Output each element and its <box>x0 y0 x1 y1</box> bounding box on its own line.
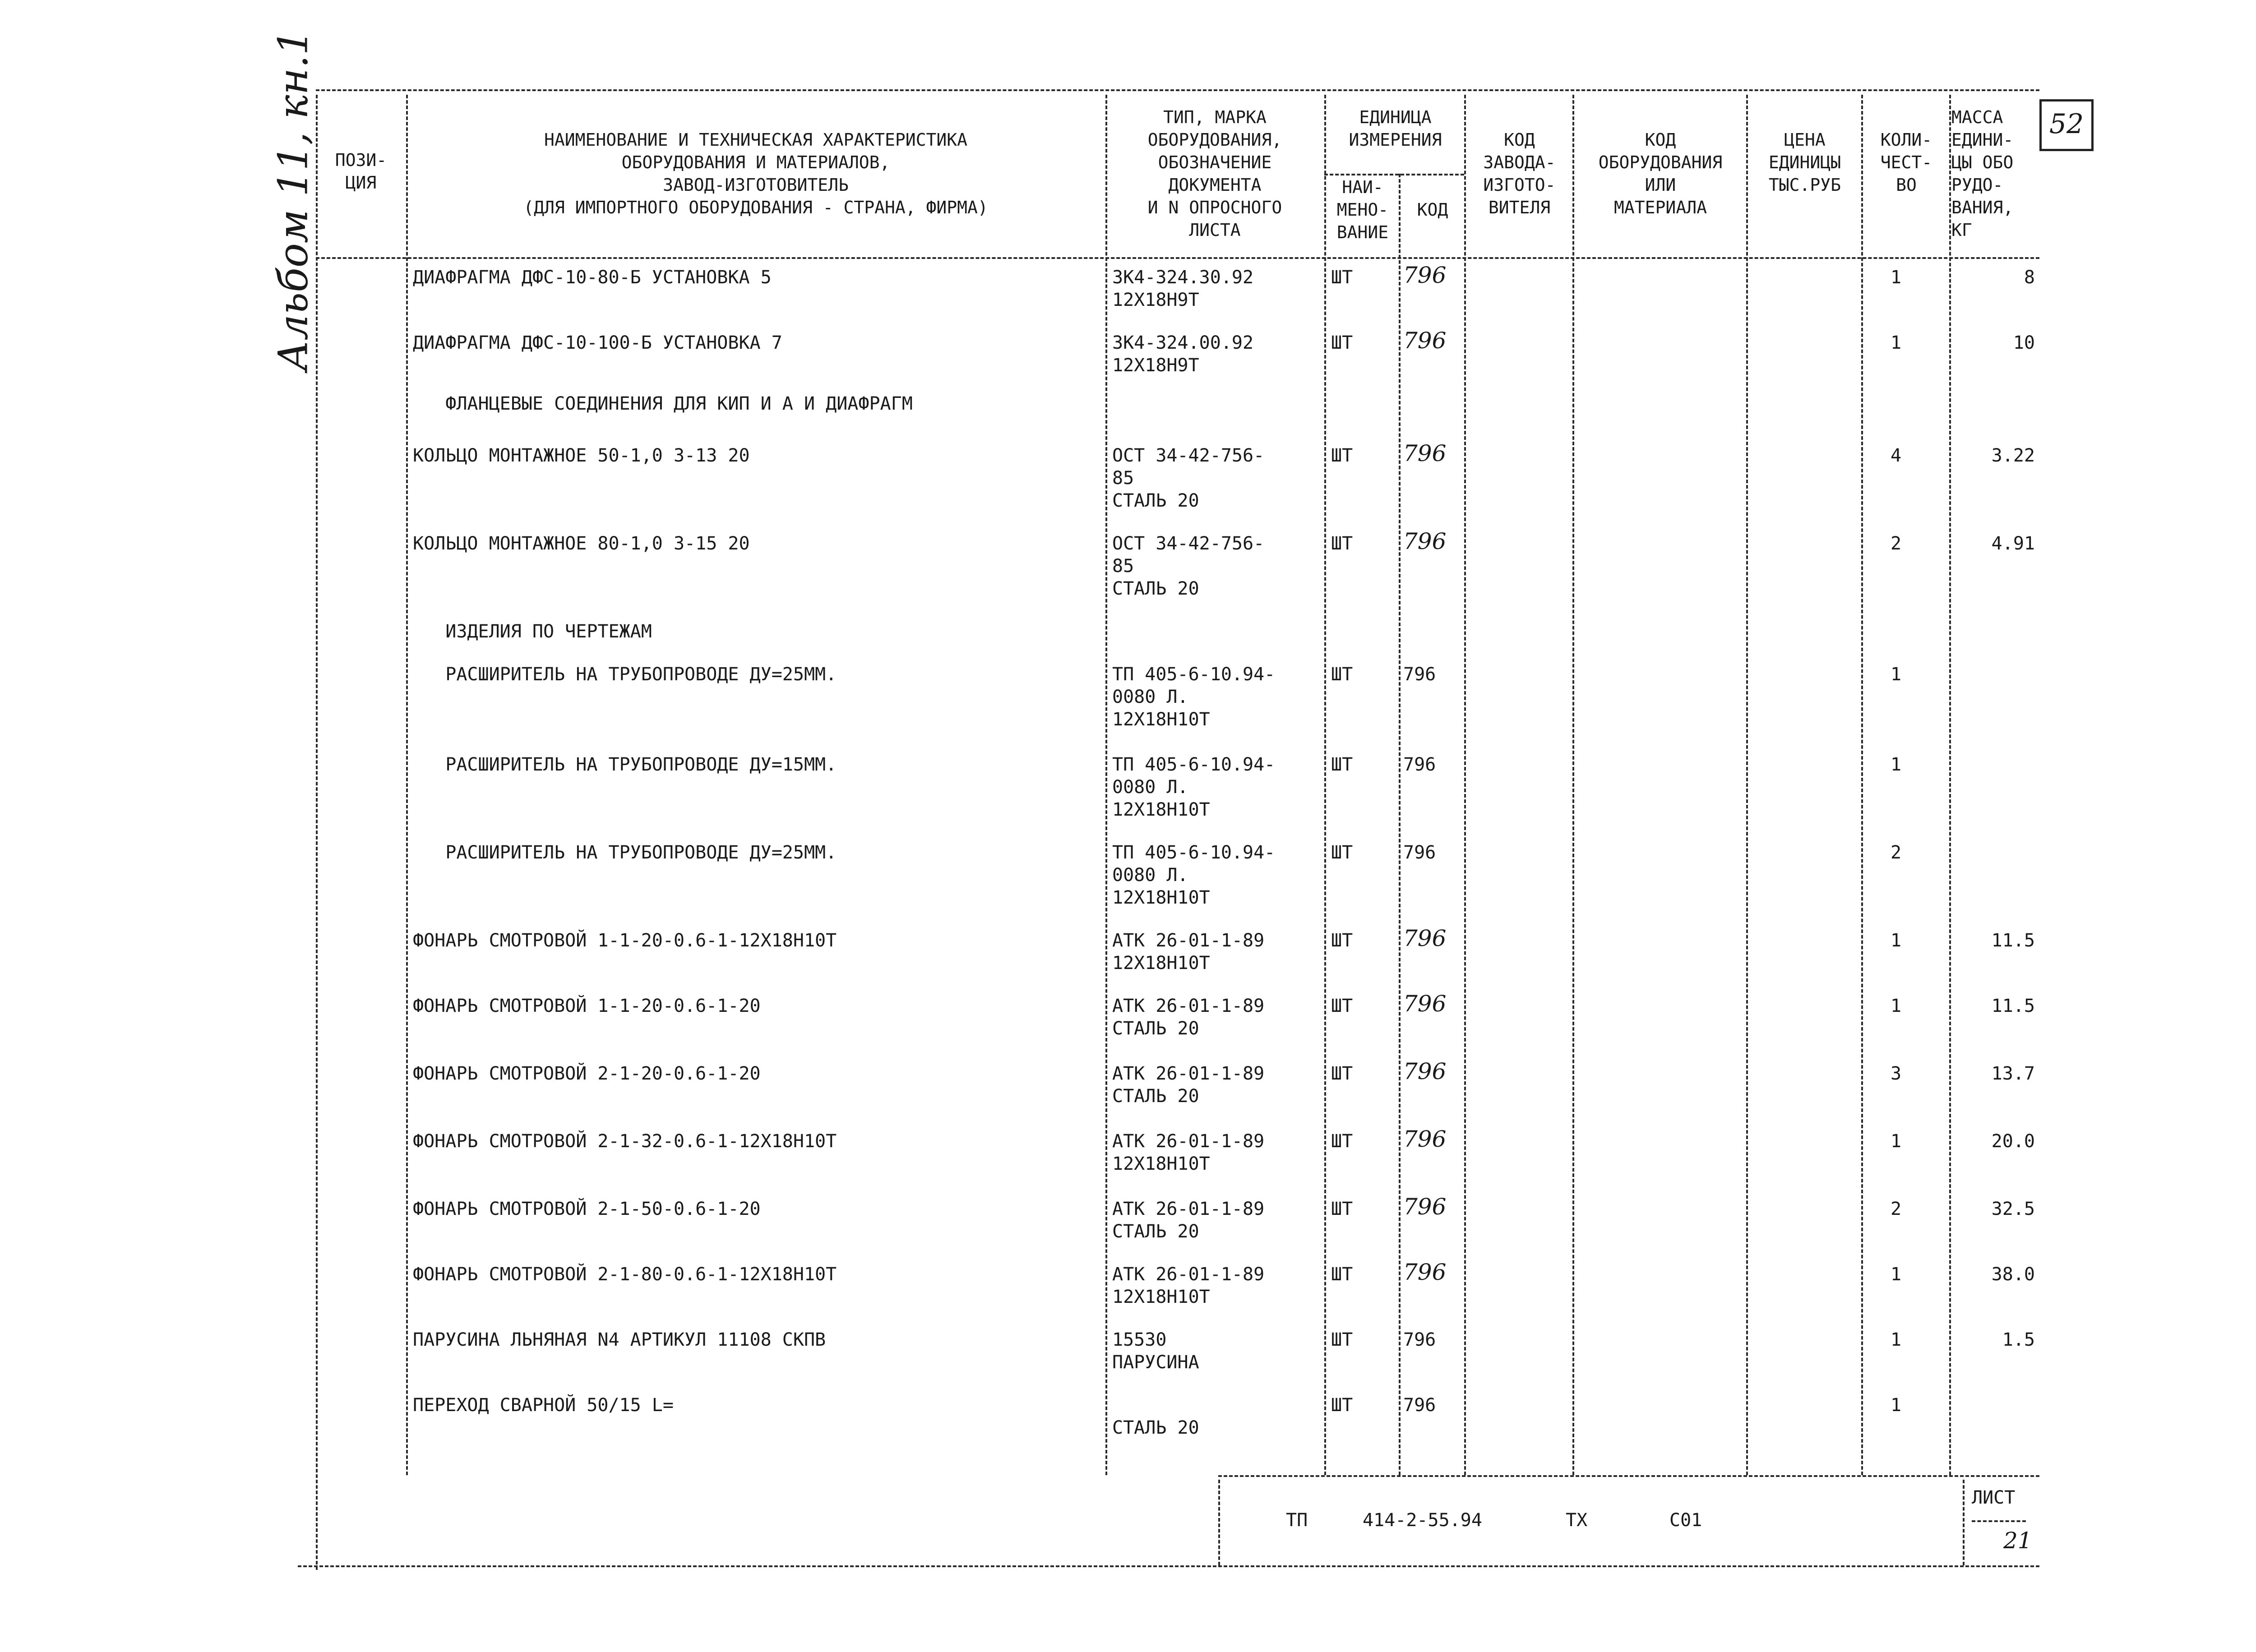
row-qty: 1 <box>1891 1131 1902 1152</box>
row-mass: 20.0 <box>1991 1131 2035 1152</box>
row-qty: 2 <box>1891 533 1902 554</box>
row-code: 796 <box>1403 664 1436 685</box>
row-type: 15530 ПАРУСИНА <box>1112 1329 1199 1373</box>
col-line-2 <box>1105 95 1107 1475</box>
row-name: ИЗДЕЛИЯ ПО ЧЕРТЕЖАМ <box>413 621 652 642</box>
album-note: Альбом 11, кн.1 <box>269 29 317 371</box>
row-name: ФОНАРЬ СМОТРОВОЙ 2-1-32-0.6-1-12Х18Н10Т <box>413 1131 837 1152</box>
row-mass: 13.7 <box>1991 1063 2035 1084</box>
header-equipment-code: КОД ОБОРУДОВАНИЯ ИЛИ МАТЕРИАЛА <box>1598 130 1723 217</box>
row-mass: 3.22 <box>1991 445 2035 466</box>
row-qty: 2 <box>1891 1199 1902 1219</box>
row-type: АТК 26-01-1-89 12Х18Н10Т <box>1112 1131 1265 1174</box>
row-type: ТП 405-6-10.94- 0080 Л. 12Х18Н10Т <box>1112 842 1276 908</box>
row-code: 796 <box>1403 1329 1436 1350</box>
row-unit: ШТ <box>1331 1329 1353 1350</box>
row-unit: ШТ <box>1331 996 1353 1016</box>
row-type: АТК 26-01-1-89 СТАЛЬ 20 <box>1112 996 1265 1039</box>
row-qty: 1 <box>1891 267 1902 288</box>
row-code: 796 <box>1403 1058 1447 1084</box>
row-code: 796 <box>1403 1259 1447 1285</box>
row-unit: ШТ <box>1331 1264 1353 1285</box>
row-name: РАСШИРИТЕЛЬ НА ТРУБОПРОВОДЕ ДУ=25ММ. <box>413 842 837 863</box>
row-qty: 1 <box>1891 1329 1902 1350</box>
row-unit: ШТ <box>1331 533 1353 554</box>
row-code: 796 <box>1403 1194 1447 1220</box>
row-type: ТП 405-6-10.94- 0080 Л. 12Х18Н10Т <box>1112 754 1276 820</box>
sheet-divider <box>1972 1520 2026 1522</box>
sheet-label: ЛИСТ <box>1972 1487 2016 1508</box>
row-unit: ШТ <box>1331 842 1353 863</box>
row-unit: ШТ <box>1331 754 1353 775</box>
unit-sub-divider <box>1324 174 1464 175</box>
header-factory-code: КОД ЗАВОДА- ИЗГОТО- ВИТЕЛЯ <box>1483 130 1556 217</box>
col-line-1 <box>406 95 408 1475</box>
row-mass: 8 <box>2024 267 2035 288</box>
col-line-3 <box>1324 95 1326 1475</box>
row-qty: 1 <box>1891 664 1902 685</box>
row-unit: ШТ <box>1331 930 1353 951</box>
row-name: РАСШИРИТЕЛЬ НА ТРУБОПРОВОДЕ ДУ=25ММ. <box>413 664 837 685</box>
header-type: ТИП, МАРКА ОБОРУДОВАНИЯ, ОБОЗНАЧЕНИЕ ДОКУМЕНТА И N ОПРОСНОГО ЛИСТА <box>1147 107 1282 240</box>
stamp-mark: ТХ <box>1566 1510 1588 1531</box>
row-name: ФОНАРЬ СМОТРОВОЙ 2-1-50-0.6-1-20 <box>413 1199 761 1219</box>
header-bottom-border <box>316 257 2039 259</box>
row-qty: 1 <box>1891 996 1902 1016</box>
row-type: АТК 26-01-1-89 СТАЛЬ 20 <box>1112 1199 1265 1242</box>
row-type: ТП 405-6-10.94- 0080 Л. 12Х18Н10Т <box>1112 664 1276 730</box>
page-number: 52 <box>2049 108 2084 140</box>
row-name: ДИАФРАГМА ДФС-10-80-Б УСТАНОВКА 5 <box>413 267 772 288</box>
header-quantity: КОЛИ- ЧЕСТ- ВО <box>1880 130 1932 195</box>
row-code: 796 <box>1403 1126 1447 1152</box>
row-mass: 38.0 <box>1991 1264 2035 1285</box>
row-unit: ШТ <box>1331 1199 1353 1219</box>
row-name: ДИАФРАГМА ДФС-10-100-Б УСТАНОВКА 7 <box>413 332 782 353</box>
row-type: АТК 26-01-1-89 12Х18Н10Т <box>1112 930 1265 974</box>
stamp-right-line <box>1963 1480 1965 1565</box>
header-unit-code: КОД <box>1417 200 1448 220</box>
row-mass: 1.5 <box>2002 1329 2035 1350</box>
row-code: 796 <box>1403 754 1436 775</box>
stamp-number: 414-2-55.94 <box>1363 1510 1482 1531</box>
col-line-7 <box>1746 95 1748 1475</box>
row-code: 796 <box>1403 262 1447 288</box>
row-type: ОСТ 34-42-756- 85 СТАЛЬ 20 <box>1112 445 1265 511</box>
row-type: СТАЛЬ 20 <box>1112 1417 1199 1438</box>
header-name: НАИМЕНОВАНИЕ И ТЕХНИЧЕСКАЯ ХАРАКТЕРИСТИКА ОБОРУДОВАНИЯ И МАТЕРИАЛОВ, ЗАВОД-ИЗГОТОВИТЕЛЬ (ДЛЯ ИМПОРТНОГО ОБОРУДОВАНИЯ - СТРАНА, ФИРМА) <box>523 130 988 217</box>
row-name: ФОНАРЬ СМОТРОВОЙ 2-1-20-0.6-1-20 <box>413 1063 761 1084</box>
row-name: ФОНАРЬ СМОТРОВОЙ 2-1-80-0.6-1-12Х18Н10Т <box>413 1264 837 1285</box>
col-line-6 <box>1572 95 1574 1475</box>
row-code: 796 <box>1403 328 1447 354</box>
row-qty: 1 <box>1891 332 1902 353</box>
stamp-code: С01 <box>1669 1510 1702 1531</box>
page-number-box <box>2039 99 2094 151</box>
col-line-9 <box>1949 95 1951 1475</box>
row-type: 3К4-324.00.92 12Х18Н9Т <box>1112 332 1254 376</box>
header-mass: МАССА ЕДИНИ- ЦЫ ОБО РУДО- ВАНИЯ, КГ <box>1951 107 2014 240</box>
row-name: КОЛЬЦО МОНТАЖНОЕ 80-1,0 3-15 20 <box>413 533 750 554</box>
row-mass: 11.5 <box>1991 930 2035 951</box>
row-unit: ШТ <box>1331 1063 1353 1084</box>
stamp-series: ТП <box>1286 1510 1308 1531</box>
row-name: ФЛАНЦЕВЫЕ СОЕДИНЕНИЯ ДЛЯ КИП И А И ДИАФРАГМ <box>413 393 913 414</box>
row-code: 796 <box>1403 991 1447 1017</box>
col-line-8 <box>1861 95 1863 1475</box>
col-line-4 <box>1399 174 1401 1475</box>
header-price: ЦЕНА ЕДИНИЦЫ ТЫС.РУБ <box>1768 130 1841 195</box>
stamp-top-border <box>1218 1475 2039 1477</box>
row-unit: ШТ <box>1331 332 1353 353</box>
row-qty: 1 <box>1891 930 1902 951</box>
row-type: ОСТ 34-42-756- 85 СТАЛЬ 20 <box>1112 533 1265 599</box>
row-unit: ШТ <box>1331 445 1353 466</box>
header-position: ПОЗИ- ЦИЯ <box>335 150 387 193</box>
row-mass: 4.91 <box>1991 533 2035 554</box>
header-unit: ЕДИНИЦА ИЗМЕРЕНИЯ <box>1349 107 1442 150</box>
sheet-number: 21 <box>2003 1527 2032 1554</box>
row-code: 796 <box>1403 528 1447 554</box>
row-code: 796 <box>1403 1395 1436 1416</box>
row-mass: 10 <box>2013 332 2035 353</box>
stamp-left-line <box>1218 1480 1220 1565</box>
row-name: ПАРУСИНА ЛЬНЯНАЯ N4 АРТИКУЛ 11108 СКПВ <box>413 1329 826 1350</box>
row-mass: 11.5 <box>1991 996 2035 1016</box>
row-type: 3К4-324.30.92 12Х18Н9Т <box>1112 267 1254 310</box>
row-qty: 3 <box>1891 1063 1902 1084</box>
row-qty: 1 <box>1891 1395 1902 1416</box>
row-unit: ШТ <box>1331 267 1353 288</box>
row-qty: 1 <box>1891 1264 1902 1285</box>
row-mass: 32.5 <box>1991 1199 2035 1219</box>
row-name: РАСШИРИТЕЛЬ НА ТРУБОПРОВОДЕ ДУ=15ММ. <box>413 754 837 775</box>
row-unit: ШТ <box>1331 664 1353 685</box>
row-name: КОЛЬЦО МОНТАЖНОЕ 50-1,0 3-13 20 <box>413 445 750 466</box>
row-code: 796 <box>1403 842 1436 863</box>
row-name: ФОНАРЬ СМОТРОВОЙ 1-1-20-0.6-1-12Х18Н10Т <box>413 930 837 951</box>
table-top-border <box>316 89 2039 91</box>
header-unit-name: НАИ- МЕНО- ВАНИЕ <box>1336 177 1389 242</box>
row-name: ПЕРЕХОД СВАРНОЙ 50/15 L= <box>413 1395 674 1416</box>
row-qty: 1 <box>1891 754 1902 775</box>
row-code: 796 <box>1403 925 1447 951</box>
row-type: АТК 26-01-1-89 12Х18Н10Т <box>1112 1264 1265 1307</box>
table-bottom-border <box>298 1565 2039 1567</box>
row-qty: 2 <box>1891 842 1902 863</box>
row-unit: ШТ <box>1331 1131 1353 1152</box>
col-line-5 <box>1464 95 1466 1475</box>
row-qty: 4 <box>1891 445 1902 466</box>
row-name: ФОНАРЬ СМОТРОВОЙ 1-1-20-0.6-1-20 <box>413 996 761 1016</box>
row-type: АТК 26-01-1-89 СТАЛЬ 20 <box>1112 1063 1265 1107</box>
row-code: 796 <box>1403 440 1447 466</box>
row-unit: ШТ <box>1331 1395 1353 1416</box>
col-line-0 <box>316 95 318 1570</box>
